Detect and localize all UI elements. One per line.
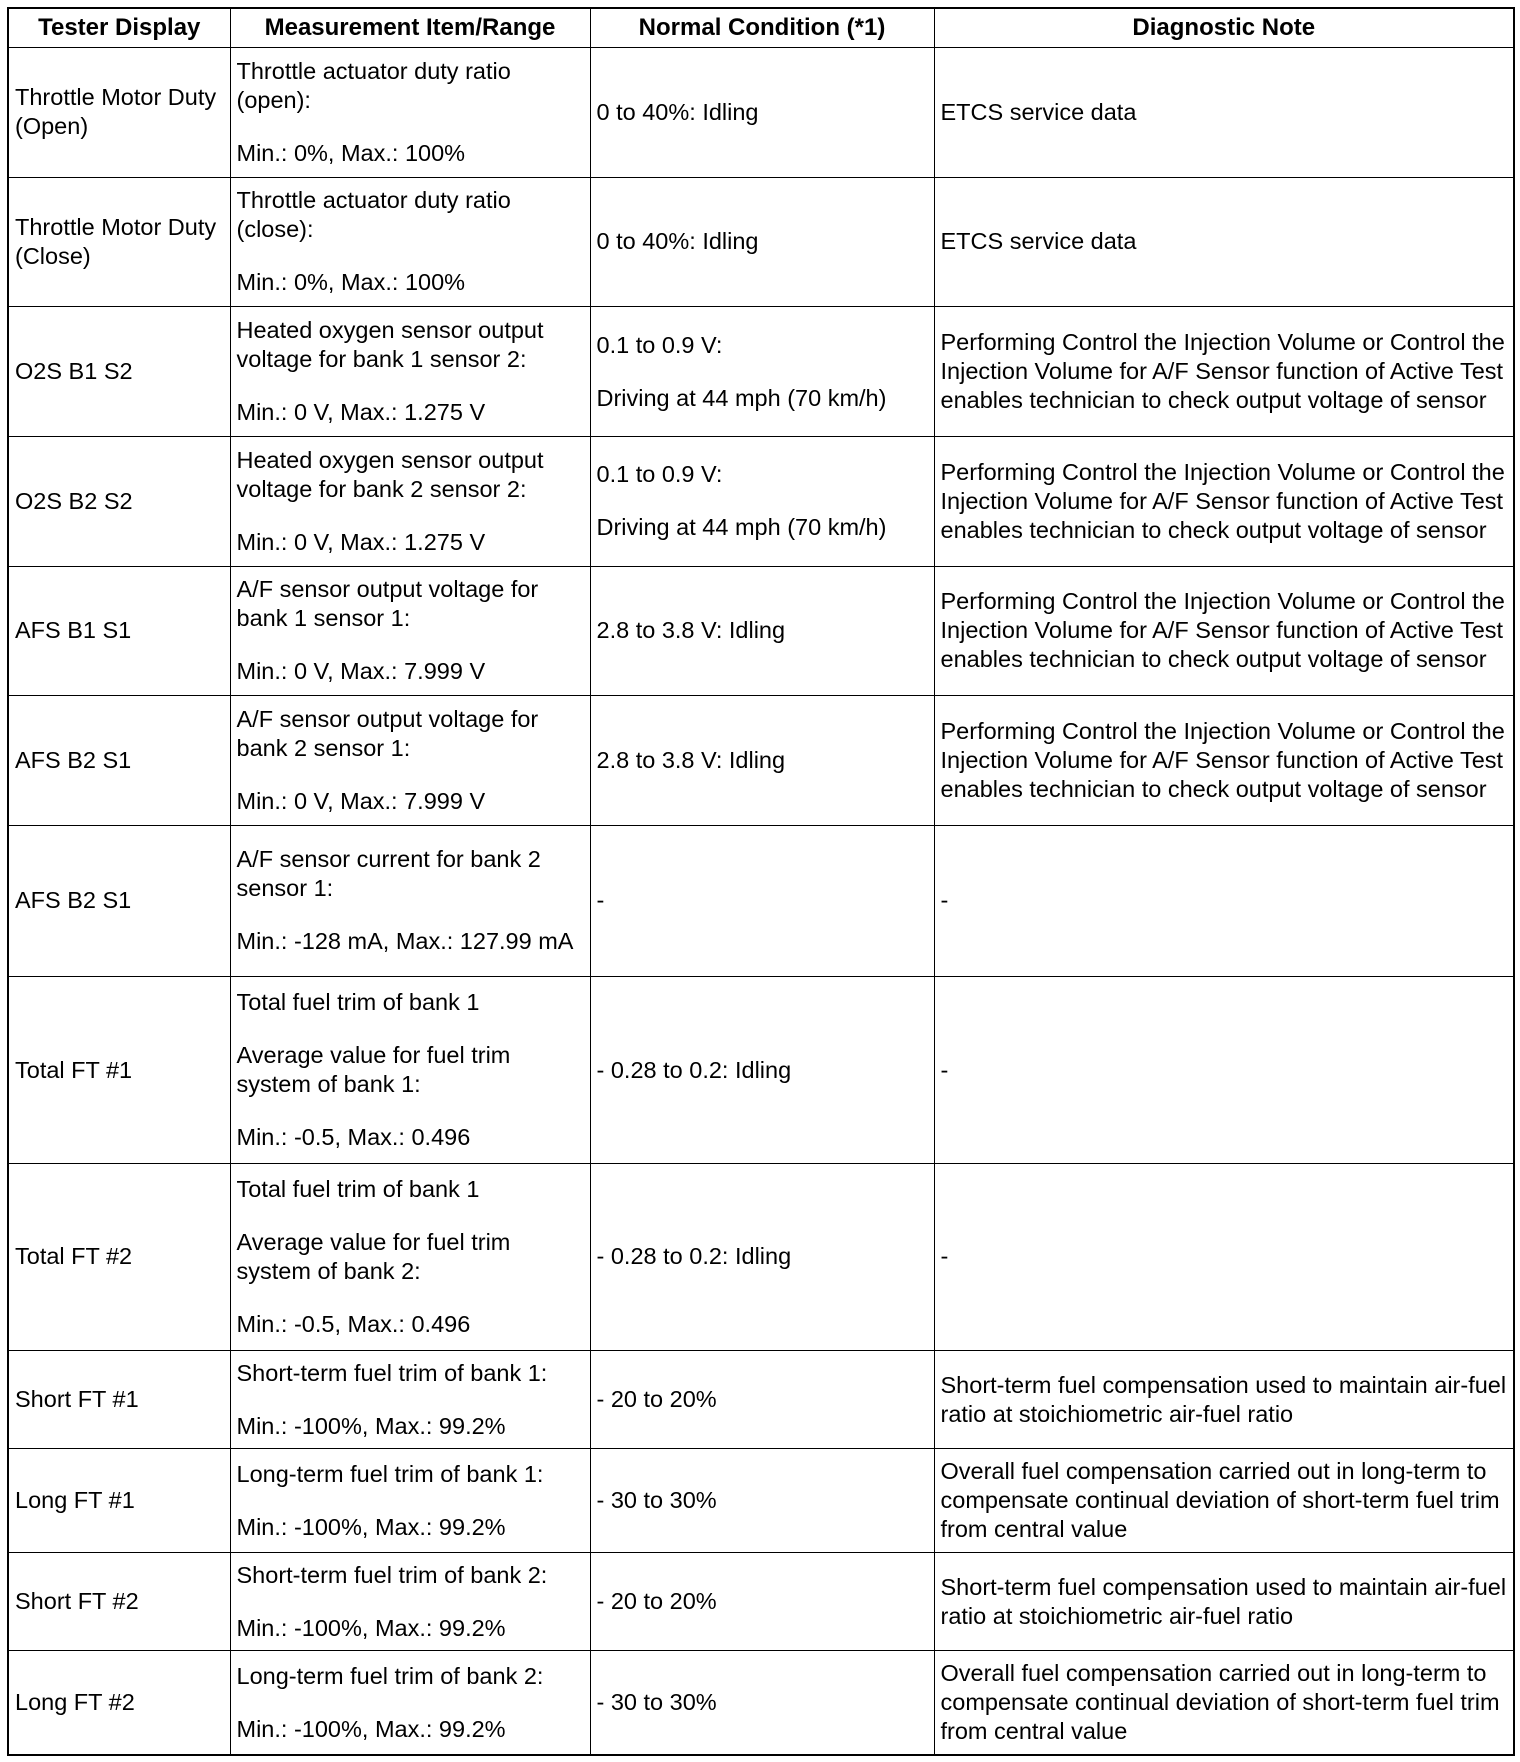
measurement-line: Heated oxygen sensor output voltage for bank 2 sensor 2: bbox=[236, 446, 544, 502]
measurement-line: Short-term fuel trim of bank 1: bbox=[236, 1359, 548, 1386]
measurement-line: A/F sensor current for bank 2 sensor 1: bbox=[236, 846, 541, 902]
table-row bbox=[8, 1350, 1514, 1448]
cell-measurement bbox=[230, 696, 590, 826]
measurement-line: Min.: 0%, Max.: 100% bbox=[236, 269, 466, 296]
cell-tester-display: O2S B1 S2 bbox=[8, 307, 230, 437]
normal-condition-line: - 0.28 to 0.2: Idling bbox=[596, 1056, 792, 1083]
measurement-line: Min.: 0 V, Max.: 7.999 V bbox=[236, 788, 486, 815]
header-diagnostic-note: Diagnostic Note bbox=[934, 8, 1514, 48]
cell-measurement bbox=[230, 48, 590, 178]
header-tester-display: Tester Display bbox=[8, 8, 230, 48]
cell-normal-condition bbox=[590, 566, 934, 696]
cell-normal-condition bbox=[590, 1449, 934, 1553]
table-row bbox=[8, 1449, 1514, 1553]
cell-tester-display: Total FT #1 bbox=[8, 977, 230, 1164]
normal-condition-line: - 30 to 30% bbox=[596, 1689, 717, 1716]
cell-normal-condition bbox=[590, 1552, 934, 1650]
table-row bbox=[8, 436, 1514, 566]
cell-tester-display: Throttle Motor Duty (Open) bbox=[8, 48, 230, 178]
measurement-line: Min.: -100%, Max.: 99.2% bbox=[236, 1412, 506, 1439]
cell-diagnostic-note: Short-term fuel compensation used to maintain air-fuel ratio at stoichiometric air-fuel ratio bbox=[934, 1350, 1514, 1448]
normal-condition-line: - 0.28 to 0.2: Idling bbox=[596, 1243, 792, 1270]
cell-normal-condition bbox=[590, 1163, 934, 1350]
cell-diagnostic-note: Performing Control the Injection Volume or Control the Injection Volume for A/F Sensor function of Active Test enables technician to check output voltage of sensor bbox=[934, 436, 1514, 566]
normal-condition-line: 0 to 40%: Idling bbox=[596, 228, 759, 255]
measurement-line: Throttle actuator duty ratio (close): bbox=[236, 187, 511, 243]
measurement-line: Long-term fuel trim of bank 1: bbox=[236, 1460, 544, 1487]
normal-condition-line: 0.1 to 0.9 V: bbox=[596, 461, 723, 488]
cell-measurement bbox=[230, 177, 590, 307]
measurement-line: Short-term fuel trim of bank 2: bbox=[236, 1561, 548, 1588]
normal-condition-line: - 20 to 20% bbox=[596, 1386, 717, 1412]
measurement-line: Average value for fuel trim system of bank 2: bbox=[236, 1228, 511, 1284]
cell-diagnostic-note: - bbox=[934, 977, 1514, 1164]
cell-measurement bbox=[230, 1163, 590, 1350]
cell-measurement bbox=[230, 1552, 590, 1650]
cell-tester-display: Throttle Motor Duty (Close) bbox=[8, 177, 230, 307]
cell-measurement bbox=[230, 307, 590, 437]
cell-measurement bbox=[230, 566, 590, 696]
normal-condition-line: 0 to 40%: Idling bbox=[596, 98, 759, 125]
cell-tester-display: AFS B2 S1 bbox=[8, 825, 230, 976]
table-row bbox=[8, 48, 1514, 178]
measurement-line: Min.: 0%, Max.: 100% bbox=[236, 139, 466, 166]
normal-condition-line: - 30 to 30% bbox=[596, 1487, 717, 1513]
cell-tester-display: O2S B2 S2 bbox=[8, 436, 230, 566]
cell-tester-display: Long FT #2 bbox=[8, 1651, 230, 1755]
cell-tester-display: Total FT #2 bbox=[8, 1163, 230, 1350]
cell-normal-condition bbox=[590, 307, 934, 437]
cell-measurement bbox=[230, 1350, 590, 1448]
cell-tester-display: AFS B1 S1 bbox=[8, 566, 230, 696]
measurement-line: A/F sensor output voltage for bank 2 sensor 1: bbox=[236, 706, 539, 762]
normal-condition-line: - 20 to 20% bbox=[596, 1588, 717, 1614]
cell-normal-condition bbox=[590, 696, 934, 826]
measurement-line: Min.: -0.5, Max.: 0.496 bbox=[236, 1310, 471, 1337]
normal-condition-line: Driving at 44 mph (70 km/h) bbox=[596, 514, 887, 541]
header-measurement: Measurement Item/Range bbox=[230, 8, 590, 48]
table-row bbox=[8, 696, 1514, 826]
measurement-line: Min.: -100%, Max.: 99.2% bbox=[236, 1513, 506, 1540]
normal-condition-line: Driving at 44 mph (70 km/h) bbox=[596, 384, 887, 411]
cell-diagnostic-note: Overall fuel compensation carried out in long-term to compensate continual deviation of short-term fuel trim from central value bbox=[934, 1449, 1514, 1553]
cell-diagnostic-note: Short-term fuel compensation used to maintain air-fuel ratio at stoichiometric air-fuel ratio bbox=[934, 1552, 1514, 1650]
cell-normal-condition bbox=[590, 1350, 934, 1448]
cell-diagnostic-note: Overall fuel compensation carried out in long-term to compensate continual deviation of short-term fuel trim from central value bbox=[934, 1651, 1514, 1755]
measurement-line: Total fuel trim of bank 1 bbox=[236, 1175, 480, 1202]
header-normal-condition: Normal Condition (*1) bbox=[590, 8, 934, 48]
normal-condition-line: 2.8 to 3.8 V: Idling bbox=[596, 617, 786, 644]
measurement-line: Heated oxygen sensor output voltage for bank 1 sensor 2: bbox=[236, 317, 544, 373]
measurement-line: Min.: 0 V, Max.: 7.999 V bbox=[236, 658, 486, 685]
cell-measurement bbox=[230, 825, 590, 976]
cell-diagnostic-note: Performing Control the Injection Volume or Control the Injection Volume for A/F Sensor function of Active Test enables technician to check output voltage of sensor bbox=[934, 696, 1514, 826]
measurement-line: Long-term fuel trim of bank 2: bbox=[236, 1662, 544, 1689]
table-row bbox=[8, 1651, 1514, 1755]
cell-diagnostic-note: Performing Control the Injection Volume or Control the Injection Volume for A/F Sensor function of Active Test enables technician to check output voltage of sensor bbox=[934, 566, 1514, 696]
cell-tester-display: Short FT #1 bbox=[8, 1350, 230, 1448]
cell-normal-condition bbox=[590, 825, 934, 976]
table-row bbox=[8, 1552, 1514, 1650]
cell-tester-display: Long FT #1 bbox=[8, 1449, 230, 1553]
table-row bbox=[8, 1163, 1514, 1350]
cell-diagnostic-note: Performing Control the Injection Volume or Control the Injection Volume for A/F Sensor function of Active Test enables technician to check output voltage of sensor bbox=[934, 307, 1514, 437]
table-row bbox=[8, 177, 1514, 307]
normal-condition-line: 2.8 to 3.8 V: Idling bbox=[596, 747, 786, 774]
cell-normal-condition bbox=[590, 48, 934, 178]
measurement-line: Total fuel trim of bank 1 bbox=[236, 989, 480, 1016]
measurement-line: Min.: 0 V, Max.: 1.275 V bbox=[236, 399, 486, 426]
data-list-table bbox=[7, 7, 1515, 1756]
cell-diagnostic-note: ETCS service data bbox=[934, 48, 1514, 178]
cell-normal-condition bbox=[590, 436, 934, 566]
table-row bbox=[8, 307, 1514, 437]
measurement-line: Min.: -100%, Max.: 99.2% bbox=[236, 1614, 506, 1641]
measurement-line: A/F sensor output voltage for bank 1 sensor 1: bbox=[236, 576, 539, 632]
table-row bbox=[8, 566, 1514, 696]
cell-tester-display: Short FT #2 bbox=[8, 1552, 230, 1650]
measurement-line: Min.: -100%, Max.: 99.2% bbox=[236, 1715, 506, 1742]
table-row bbox=[8, 977, 1514, 1164]
measurement-line: Min.: -0.5, Max.: 0.496 bbox=[236, 1124, 471, 1151]
measurement-line: Min.: -128 mA, Max.: 127.99 mA bbox=[236, 928, 574, 955]
cell-diagnostic-note: - bbox=[934, 825, 1514, 976]
cell-normal-condition bbox=[590, 977, 934, 1164]
data-list-sheet bbox=[7, 7, 1513, 1756]
cell-diagnostic-note: - bbox=[934, 1163, 1514, 1350]
table-row bbox=[8, 825, 1514, 976]
cell-measurement bbox=[230, 1651, 590, 1755]
measurement-line: Throttle actuator duty ratio (open): bbox=[236, 57, 511, 113]
normal-condition-line: 0.1 to 0.9 V: bbox=[596, 331, 723, 358]
cell-measurement bbox=[230, 1449, 590, 1553]
cell-normal-condition bbox=[590, 1651, 934, 1755]
cell-tester-display: AFS B2 S1 bbox=[8, 696, 230, 826]
table-body bbox=[8, 48, 1514, 1756]
cell-diagnostic-note: ETCS service data bbox=[934, 177, 1514, 307]
cell-measurement bbox=[230, 436, 590, 566]
normal-condition-line: - bbox=[596, 887, 605, 914]
cell-normal-condition bbox=[590, 177, 934, 307]
table-header-row bbox=[8, 8, 1514, 48]
measurement-line: Min.: 0 V, Max.: 1.275 V bbox=[236, 528, 486, 555]
cell-measurement bbox=[230, 977, 590, 1164]
measurement-line: Average value for fuel trim system of bank 1: bbox=[236, 1042, 511, 1098]
